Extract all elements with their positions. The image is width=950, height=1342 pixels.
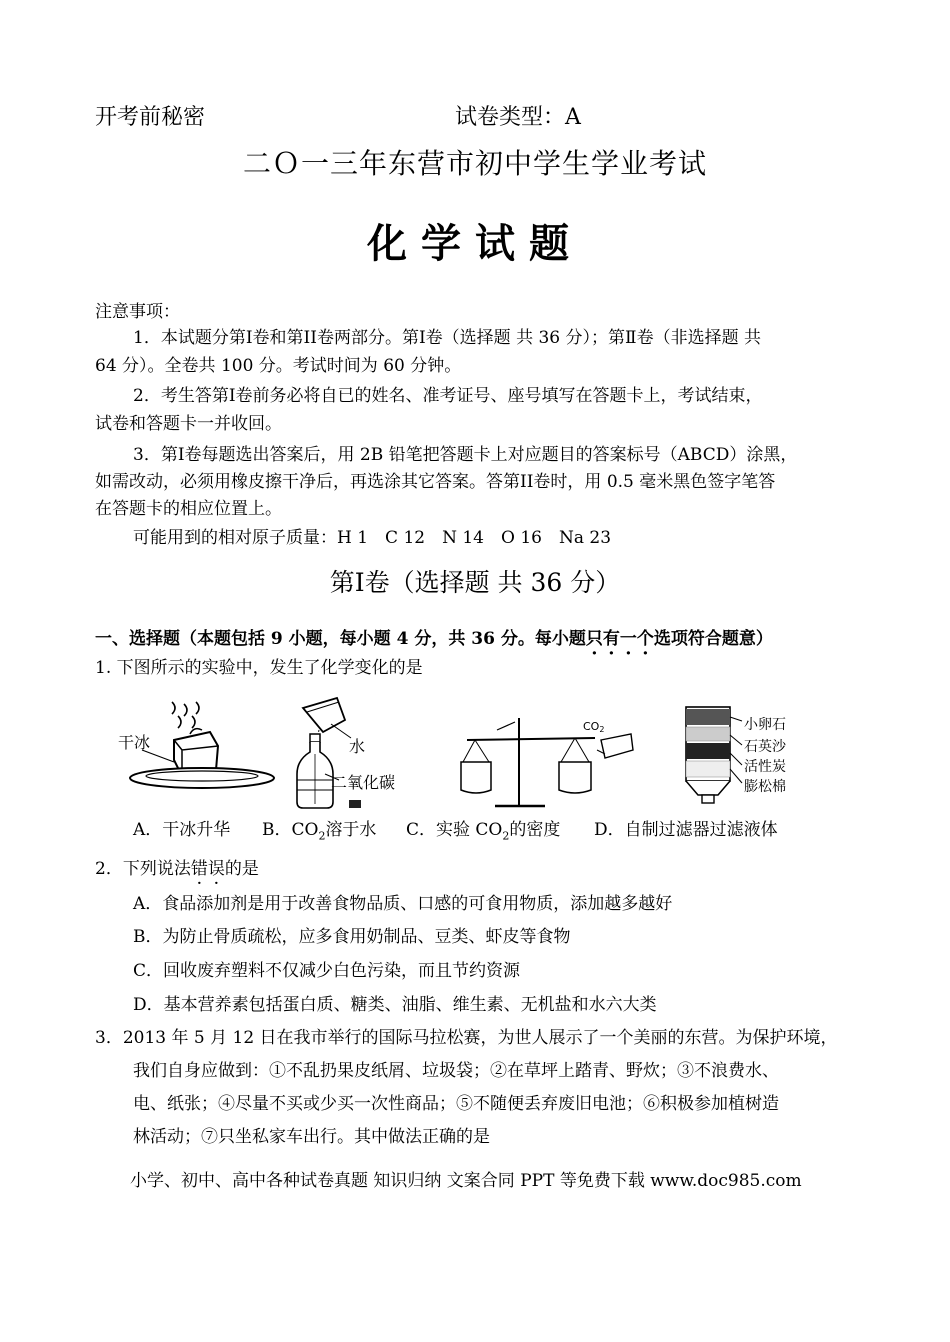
pebble-label: 小卵石: [744, 717, 786, 733]
co2-small-sub: 2: [599, 725, 605, 734]
svg-text:CO2: [583, 720, 604, 734]
q1-stem: 1. 下图所示的实验中，发生了化学变化的是: [95, 658, 423, 678]
notice-item-1-line-2: 64 分）。全卷共 100 分。考试时间为 60 分钟。: [95, 356, 462, 376]
paper-type-label: 试卷类型：A: [455, 105, 581, 130]
subject-title: 化学试题: [367, 220, 583, 267]
exam-title: 二Ｏ一三年东营市初中学生学业考试: [242, 147, 707, 180]
q2-option-d: D．基本营养素包括蛋白质、糖类、油脂、维生素、无机盐和水六大类: [133, 995, 657, 1015]
q1-option-d: D．自制过滤器过滤液体: [594, 820, 778, 840]
footer-text: 小学、初中、高中各种试卷真题 知识归纳 文案合同 PPT 等免费下载 www.doc985.com: [130, 1171, 802, 1191]
q3-line-3: 电、纸张；④尽量不买或少买一次性商品；⑤不随便丢弃废旧电池；⑥积极参加植树造: [133, 1094, 779, 1114]
q1-option-a: A．干冰升华: [133, 820, 231, 840]
dry-ice-label: 干冰: [118, 733, 151, 752]
notice-item-1-line-1: 1．本试题分第Ⅰ卷和第II卷两部分。第I卷（选择题 共 36 分）；第Ⅱ卷（非选择题 共: [133, 328, 761, 348]
notice-item-3-line-2: 如需改动，必须用橡皮擦干净后，再选涂其它答案。答第II卷时，用 0.5 毫米黑色签字笔答: [95, 472, 776, 492]
carbon-label: 活性炭: [744, 759, 786, 775]
co2-gas-label: 二氧化碳: [331, 773, 396, 792]
notice-item-3-line-1: 3．第I卷每题选出答案后，用 2B 铅笔把答题卡上对应题目的答案标号（ABCD）涂黑，: [133, 445, 798, 465]
q2-option-c: C．回收废弃塑料不仅减少白色污染，而且节约资源: [133, 961, 521, 981]
atomic-masses: 可能用到的相对原子质量：H 1 C 12 N 14 O 16 Na 23: [133, 528, 612, 548]
balance-figure: [455, 710, 655, 820]
q2-option-b: B．为防止骨质疏松，应多食用奶制品、豆类、虾皮等食物: [133, 927, 571, 947]
water-label: 水: [349, 737, 366, 756]
q3-line-4: 林活动；⑦只坐私家车出行。其中做法正确的是: [133, 1127, 490, 1147]
filter-figure: [680, 703, 830, 815]
dry-ice-figure: [112, 700, 292, 810]
sand-label: 石英沙: [744, 739, 786, 755]
cotton-label: 膨松棉: [744, 779, 786, 795]
co2-bottle-figure: [285, 694, 415, 814]
notice-item-2-line-2: 试卷和答题卡一并收回。: [95, 414, 282, 434]
notice-item-2-line-1: 2．考生答第Ⅰ卷前务必将自已的姓名、准考证号、座号填写在答题卡上，考试结束，: [133, 386, 763, 406]
section-title: 第I卷（选择题 共 36 分）: [329, 568, 621, 597]
q1-option-b: B．$CO_2$溶于水: [262, 820, 377, 843]
notice-heading: 注意事项：: [95, 302, 180, 322]
q3-line-2: 我们自身应做到：①不乱扔果皮纸屑、垃圾袋；②在草坪上踏青、野炊；③不浪费水、: [133, 1061, 779, 1081]
notice-item-3-line-3: 在答题卡的相应位置上。: [95, 499, 282, 519]
co2-small-label: CO: [583, 720, 600, 733]
q1-option-c: C．实验 $CO_2$的密度: [406, 820, 561, 843]
q3-line-1: 3．2013 年 5 月 12 日在我市举行的国际马拉松赛，为世人展示了一个美丽的东营。为保护环境，: [95, 1028, 838, 1048]
exam-secret-label: 开考前秘密: [95, 105, 206, 130]
section-instruction: 一、选择题（本题包括 9 小题，每小题 4 分，共 36 分。每小题只有一个选项符合题意）: [95, 629, 773, 649]
q2-stem: 2．下列说法错误的是: [95, 859, 259, 879]
q2-option-a: A．食品添加剂是用于改善食物品质、口感的可食用物质，添加越多越好: [133, 894, 673, 914]
